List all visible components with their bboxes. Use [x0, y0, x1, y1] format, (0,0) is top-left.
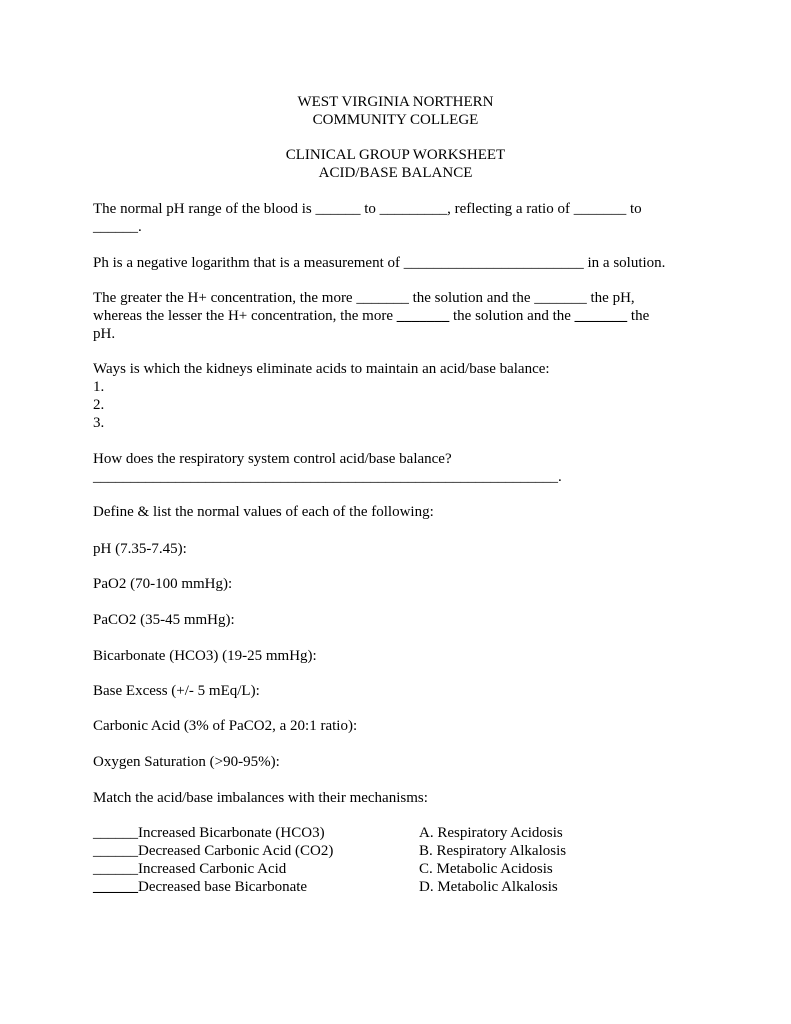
match-right-item: C. Metabolic Acidosis	[419, 861, 553, 877]
question-ph-range-line1: The normal pH range of the blood is ______ to _________, reflecting a ratio of _______ to	[93, 201, 642, 217]
line-text: whereas the lesser the H+ concentration, the more	[93, 308, 397, 324]
answer-blank: ______	[93, 861, 138, 877]
college-name-line1: WEST VIRGINIA NORTHERN	[297, 94, 494, 110]
question-kidney-prompt: Ways is which the kidneys eliminate acids to maintain an acid/base balance:	[93, 361, 550, 377]
worksheet-subtitle: ACID/BASE BALANCE	[318, 165, 473, 181]
college-name-line2: COMMUNITY COLLEGE	[312, 112, 479, 128]
match-left-item: Increased Bicarbonate (HCO3)	[138, 825, 325, 841]
answer-blank: ______	[93, 879, 138, 895]
list-item: 2.	[93, 397, 105, 413]
define-item-base-excess: Base Excess (+/- 5 mEq/L):	[93, 683, 260, 699]
match-row	[93, 842, 333, 860]
match-prompt: Match the acid/base imbalances with their mechanisms:	[93, 790, 428, 806]
match-right-item: D. Metabolic Alkalosis	[419, 879, 558, 895]
answer-line: ______________________________________________________________.	[93, 469, 562, 485]
match-left-item: Increased Carbonic Acid	[138, 861, 287, 877]
match-row	[93, 878, 307, 896]
define-item-paco2: PaCO2 (35-45 mmHg):	[93, 612, 235, 628]
define-item-pao2: PaO2 (70-100 mmHg):	[93, 576, 233, 592]
question-h-concentration-line3: pH.	[93, 326, 116, 342]
answer-blank: ______	[93, 843, 138, 859]
question-h-concentration-line2	[93, 307, 649, 325]
match-right-item: A. Respiratory Acidosis	[419, 825, 563, 841]
define-item-ph: pH (7.35-7.45):	[93, 541, 187, 557]
worksheet-title: CLINICAL GROUP WORKSHEET	[285, 147, 506, 163]
match-left-item: Decreased base Bicarbonate	[138, 879, 308, 895]
line-text: the	[627, 308, 650, 324]
question-h-concentration-line1: The greater the H+ concentration, the more _______ the solution and the _______ the pH,	[93, 290, 635, 306]
answer-blank: ______	[93, 825, 138, 841]
define-item-carbonic-acid: Carbonic Acid (3% of PaCO2, a 20:1 ratio):	[93, 718, 358, 734]
answer-blank: _______	[396, 308, 450, 324]
define-item-bicarbonate: Bicarbonate (HCO3) (19-25 mmHg):	[93, 648, 317, 664]
match-row	[93, 824, 325, 842]
question-ph-range-line2: ______.	[93, 219, 142, 235]
define-item-oxygen-saturation: Oxygen Saturation (>90-95%):	[93, 754, 280, 770]
match-row	[93, 860, 286, 878]
match-left-item: Decreased Carbonic Acid (CO2)	[138, 843, 334, 859]
match-right-item: B. Respiratory Alkalosis	[419, 843, 567, 859]
define-prompt: Define & list the normal values of each of the following:	[93, 504, 434, 520]
list-item: 1.	[93, 379, 105, 395]
list-item: 3.	[93, 415, 105, 431]
question-ph-logarithm: Ph is a negative logarithm that is a measurement of ________________________ in a solution.	[93, 255, 666, 271]
answer-blank: _______	[574, 308, 628, 324]
line-text: the solution and the	[449, 308, 575, 324]
question-respiratory-prompt: How does the respiratory system control acid/base balance?	[93, 451, 452, 467]
